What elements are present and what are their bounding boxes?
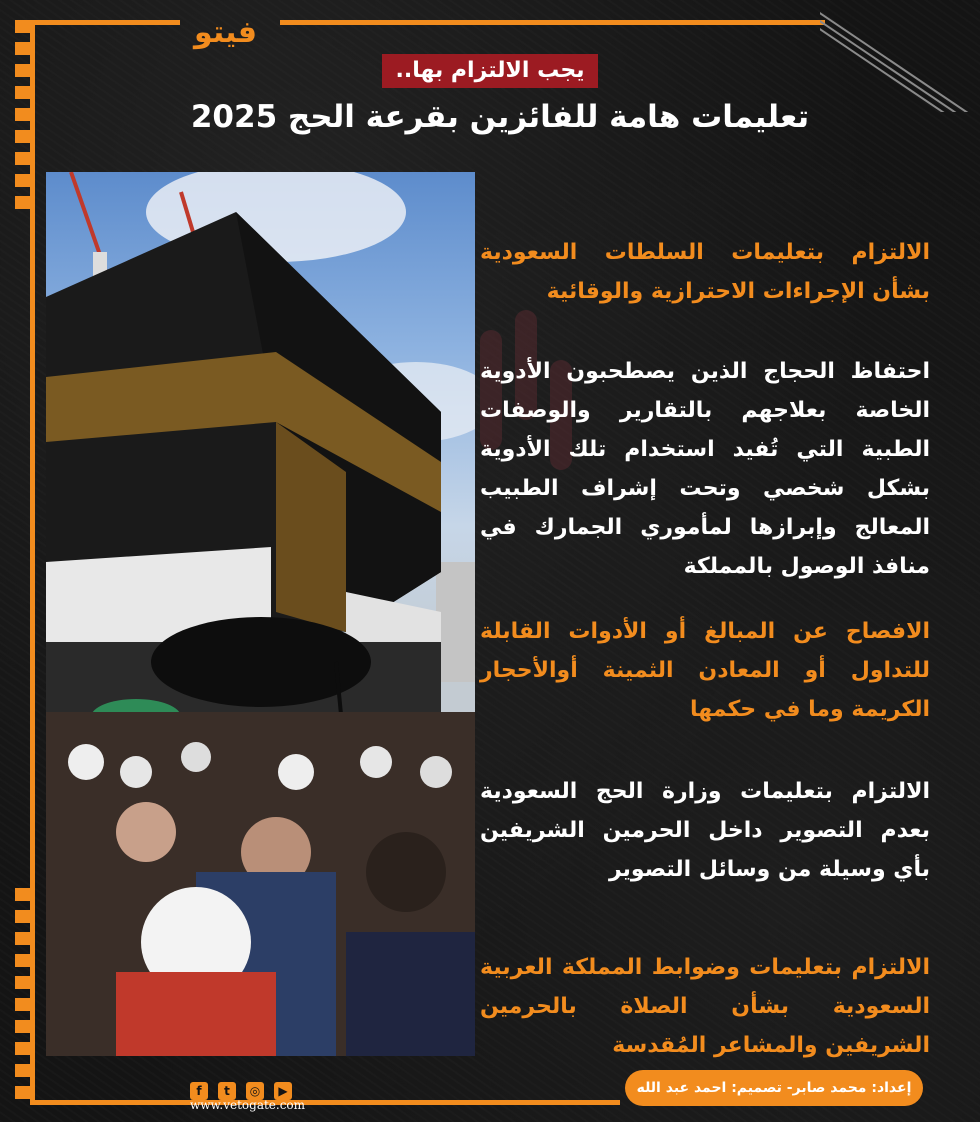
instagram-icon[interactable]: ◎ bbox=[246, 1082, 264, 1100]
frame-line-top-left bbox=[30, 20, 180, 25]
frame-line-top-right bbox=[280, 20, 825, 25]
kaaba-photo bbox=[46, 172, 475, 1056]
subtitle: يجب الالتزام بها.. bbox=[395, 58, 585, 83]
website-url[interactable]: www.vetogate.com bbox=[190, 1098, 306, 1112]
page-title: تعليمات هامة للفائزين بقرعة الحج 2025 bbox=[190, 99, 810, 135]
brand-logo: فيتو bbox=[194, 15, 257, 50]
twitter-icon[interactable]: t bbox=[218, 1082, 236, 1100]
decorative-stripes-bottom bbox=[15, 888, 30, 1108]
decorative-stripes-top bbox=[15, 20, 30, 218]
youtube-icon[interactable]: ▶ bbox=[274, 1082, 292, 1100]
instruction-2: احتفاظ الحجاج الذين يصطحبون الأدوية الخاصة بعلاجهم بالتقارير والوصفات الطبية التي تُفيد استخدام تلك الأدوية بشكل شخصي وتحت إشراف الطبيب المعالج وإبرازها لمأموري الجمارك في منافذ الوصول بالمملكة bbox=[480, 359, 930, 579]
frame-line-left bbox=[30, 20, 35, 1105]
instruction-3: الافصاح عن المبالغ أو الأدوات القابلة للتداول أو المعادن الثمينة أوالأحجار الكريمة وما في حكمها bbox=[480, 619, 930, 722]
credits-badge: إعداد: محمد صابر- تصميم: احمد عبد الله bbox=[625, 1070, 923, 1106]
instruction-5: الالتزام بتعليمات وضوابط المملكة العربية السعودية بشأن الصلاة بالحرمين الشريفين والمشاعر المُقدسة bbox=[480, 955, 930, 1058]
social-icons bbox=[190, 1080, 320, 1100]
instruction-4: الالتزام بتعليمات وزارة الحج السعودية بعدم التصوير داخل الحرمين الشريفين بأي وسيلة من وسائل التصوير bbox=[480, 779, 930, 882]
facebook-icon[interactable]: f bbox=[190, 1082, 208, 1100]
frame-line-bottom bbox=[30, 1100, 620, 1105]
instruction-1: الالتزام بتعليمات السلطات السعودية بشأن الإجراءات الاحترازية والوقائية bbox=[480, 240, 930, 304]
